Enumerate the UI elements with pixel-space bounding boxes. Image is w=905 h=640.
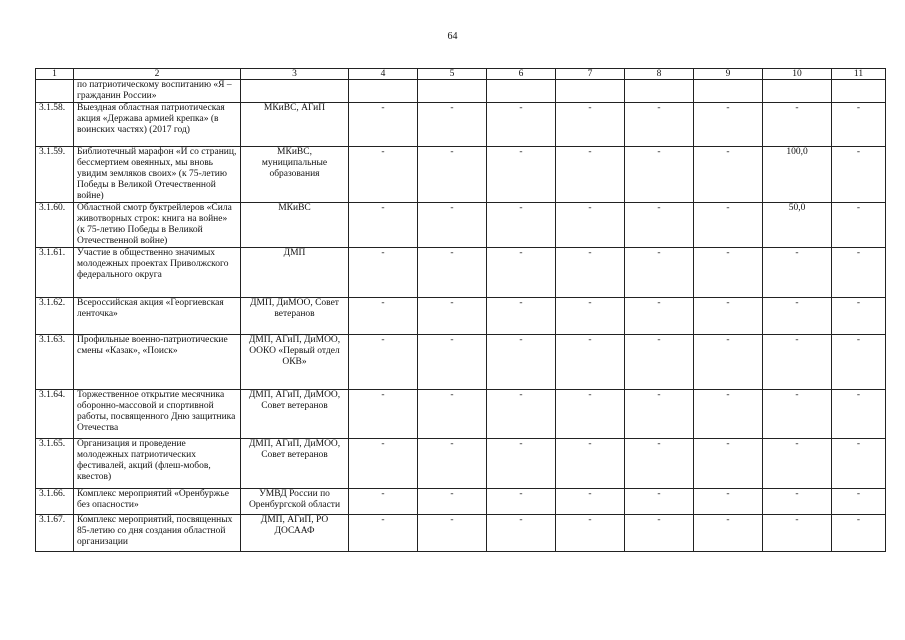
row-number: 3.1.65. [36,439,74,489]
funding-value: - [694,248,763,298]
funding-value: - [487,147,556,203]
table-row [36,489,886,515]
executor: ДМП, ДиМОО, Совет ветеранов [241,298,349,335]
column-header: 4 [349,69,418,80]
funding-value: - [418,390,487,439]
table-body [36,80,886,552]
funding-value: - [487,335,556,390]
funding-value: - [832,335,886,390]
executor: ДМП, АГиП, ДиМОО, ООКО «Первый отдел ОКВ» [241,335,349,390]
executor: МКиВС, АГиП [241,103,349,147]
funding-value: - [763,298,832,335]
funding-value: - [349,203,418,248]
funding-value: - [832,103,886,147]
event-name: Комплекс мероприятий «Оренбуржье без опасности» [74,489,241,515]
executor: ДМП [241,248,349,298]
event-name: Областной смотр буктрейлеров «Сила животворных строк: книга на войне» (к 75-летию Победы в Великой Отечественной войне) [74,203,241,248]
funding-value: 100,0 [763,147,832,203]
funding-value: - [487,298,556,335]
table-row [36,80,886,103]
funding-value: - [694,103,763,147]
funding-value: - [418,298,487,335]
funding-value: - [694,489,763,515]
funding-value: - [556,248,625,298]
funding-value: - [694,390,763,439]
row-number: 3.1.59. [36,147,74,203]
column-header: 6 [487,69,556,80]
program-table [35,68,886,552]
funding-value: - [694,203,763,248]
funding-value: - [832,390,886,439]
funding-value: - [763,248,832,298]
funding-value: - [556,335,625,390]
column-header: 11 [832,69,886,80]
funding-value: - [418,439,487,489]
row-number: 3.1.64. [36,390,74,439]
funding-value: - [349,439,418,489]
funding-value: - [556,203,625,248]
funding-value: - [763,335,832,390]
funding-value [349,80,418,103]
funding-value: - [694,298,763,335]
funding-value: - [556,390,625,439]
event-name: Библиотечный марафон «И со страниц, бессмертием овеянных, мы вновь увидим земляков своих» (к 75-летию Победы в Великой Отечественной войне) [74,147,241,203]
funding-value: - [832,489,886,515]
funding-value: - [487,439,556,489]
funding-value: - [763,103,832,147]
executor: ДМП, АГиП, ДиМОО, Совет ветеранов [241,439,349,489]
table-row [36,390,886,439]
funding-value: - [625,298,694,335]
table-row [36,439,886,489]
funding-value: - [349,103,418,147]
funding-value: - [349,489,418,515]
event-name: Комплекс мероприятий, посвященных 85-летию со дня создания областной организации [74,515,241,552]
funding-value: - [349,515,418,552]
column-header: 1 [36,69,74,80]
column-header: 10 [763,69,832,80]
funding-value: - [763,390,832,439]
funding-value: - [418,147,487,203]
funding-value: - [625,390,694,439]
funding-value: - [625,248,694,298]
funding-value: - [487,515,556,552]
funding-value: - [487,248,556,298]
funding-value: 50,0 [763,203,832,248]
funding-value: - [694,335,763,390]
row-number: 3.1.60. [36,203,74,248]
funding-value: - [832,248,886,298]
funding-value [832,80,886,103]
funding-value: - [625,335,694,390]
table-row [36,515,886,552]
event-name: Торжественное открытие месячника оборонно-массовой и спортивной работы, посвященного Дню защитника Отечества [74,390,241,439]
table-row [36,248,886,298]
funding-value: - [349,390,418,439]
funding-value [418,80,487,103]
funding-value: - [418,203,487,248]
executor [241,80,349,103]
row-number: 3.1.63. [36,335,74,390]
funding-value: - [832,147,886,203]
event-name: Участие в общественно значимых молодежных проектах Приволжского федерального округа [74,248,241,298]
funding-value: - [487,390,556,439]
event-name: Организация и проведение молодежных патриотических фестивалей, акций (флеш-мобов, квестов) [74,439,241,489]
funding-value [487,80,556,103]
table-row [36,147,886,203]
column-header: 3 [241,69,349,80]
funding-value: - [487,103,556,147]
funding-value: - [694,515,763,552]
table-row [36,335,886,390]
row-number: 3.1.67. [36,515,74,552]
funding-value: - [832,298,886,335]
funding-value: - [556,439,625,489]
funding-value: - [694,147,763,203]
funding-value: - [694,439,763,489]
funding-value: - [763,489,832,515]
event-name: Профильные военно-патриотические смены «Казак», «Поиск» [74,335,241,390]
funding-value: - [625,515,694,552]
row-number [36,80,74,103]
row-number: 3.1.61. [36,248,74,298]
event-name: по патриотическому воспитанию «Я – гражданин России» [74,80,241,103]
table-row [36,298,886,335]
executor: ДМП, АГиП, РО ДОСААФ [241,515,349,552]
page-number: 64 [447,31,458,42]
funding-value: - [418,335,487,390]
executor: ДМП, АГиП, ДиМОО, Совет ветеранов [241,390,349,439]
funding-value: - [349,335,418,390]
funding-value: - [625,203,694,248]
funding-value: - [625,103,694,147]
column-header: 9 [694,69,763,80]
funding-value: - [349,147,418,203]
executor: МКиВС [241,203,349,248]
funding-value: - [556,103,625,147]
funding-value: - [625,439,694,489]
funding-value: - [556,147,625,203]
funding-value [556,80,625,103]
funding-value [625,80,694,103]
funding-value: - [832,439,886,489]
event-name: Всероссийская акция «Георгиевская ленточка» [74,298,241,335]
funding-value: - [832,203,886,248]
row-number: 3.1.58. [36,103,74,147]
table-row [36,203,886,248]
funding-value: - [625,147,694,203]
funding-value: - [418,248,487,298]
funding-value: - [763,515,832,552]
column-header: 7 [556,69,625,80]
executor: УМВД России по Оренбургской области [241,489,349,515]
column-header: 5 [418,69,487,80]
row-number: 3.1.66. [36,489,74,515]
funding-value: - [556,515,625,552]
funding-value: - [349,298,418,335]
event-name: Выездная областная патриотическая акция «Держава армией крепка» (в воинских частях) (2017 год) [74,103,241,147]
funding-value [694,80,763,103]
funding-value [763,80,832,103]
funding-value: - [487,489,556,515]
funding-value: - [487,203,556,248]
funding-value: - [763,439,832,489]
funding-value: - [418,515,487,552]
funding-value: - [556,298,625,335]
table-row [36,103,886,147]
funding-value: - [418,489,487,515]
funding-value: - [349,248,418,298]
funding-value: - [418,103,487,147]
column-header: 2 [74,69,241,80]
funding-value: - [625,489,694,515]
funding-value: - [556,489,625,515]
table-header-row [36,69,886,80]
executor: МКиВС, муниципальные образования [241,147,349,203]
funding-value: - [832,515,886,552]
row-number: 3.1.62. [36,298,74,335]
column-header: 8 [625,69,694,80]
